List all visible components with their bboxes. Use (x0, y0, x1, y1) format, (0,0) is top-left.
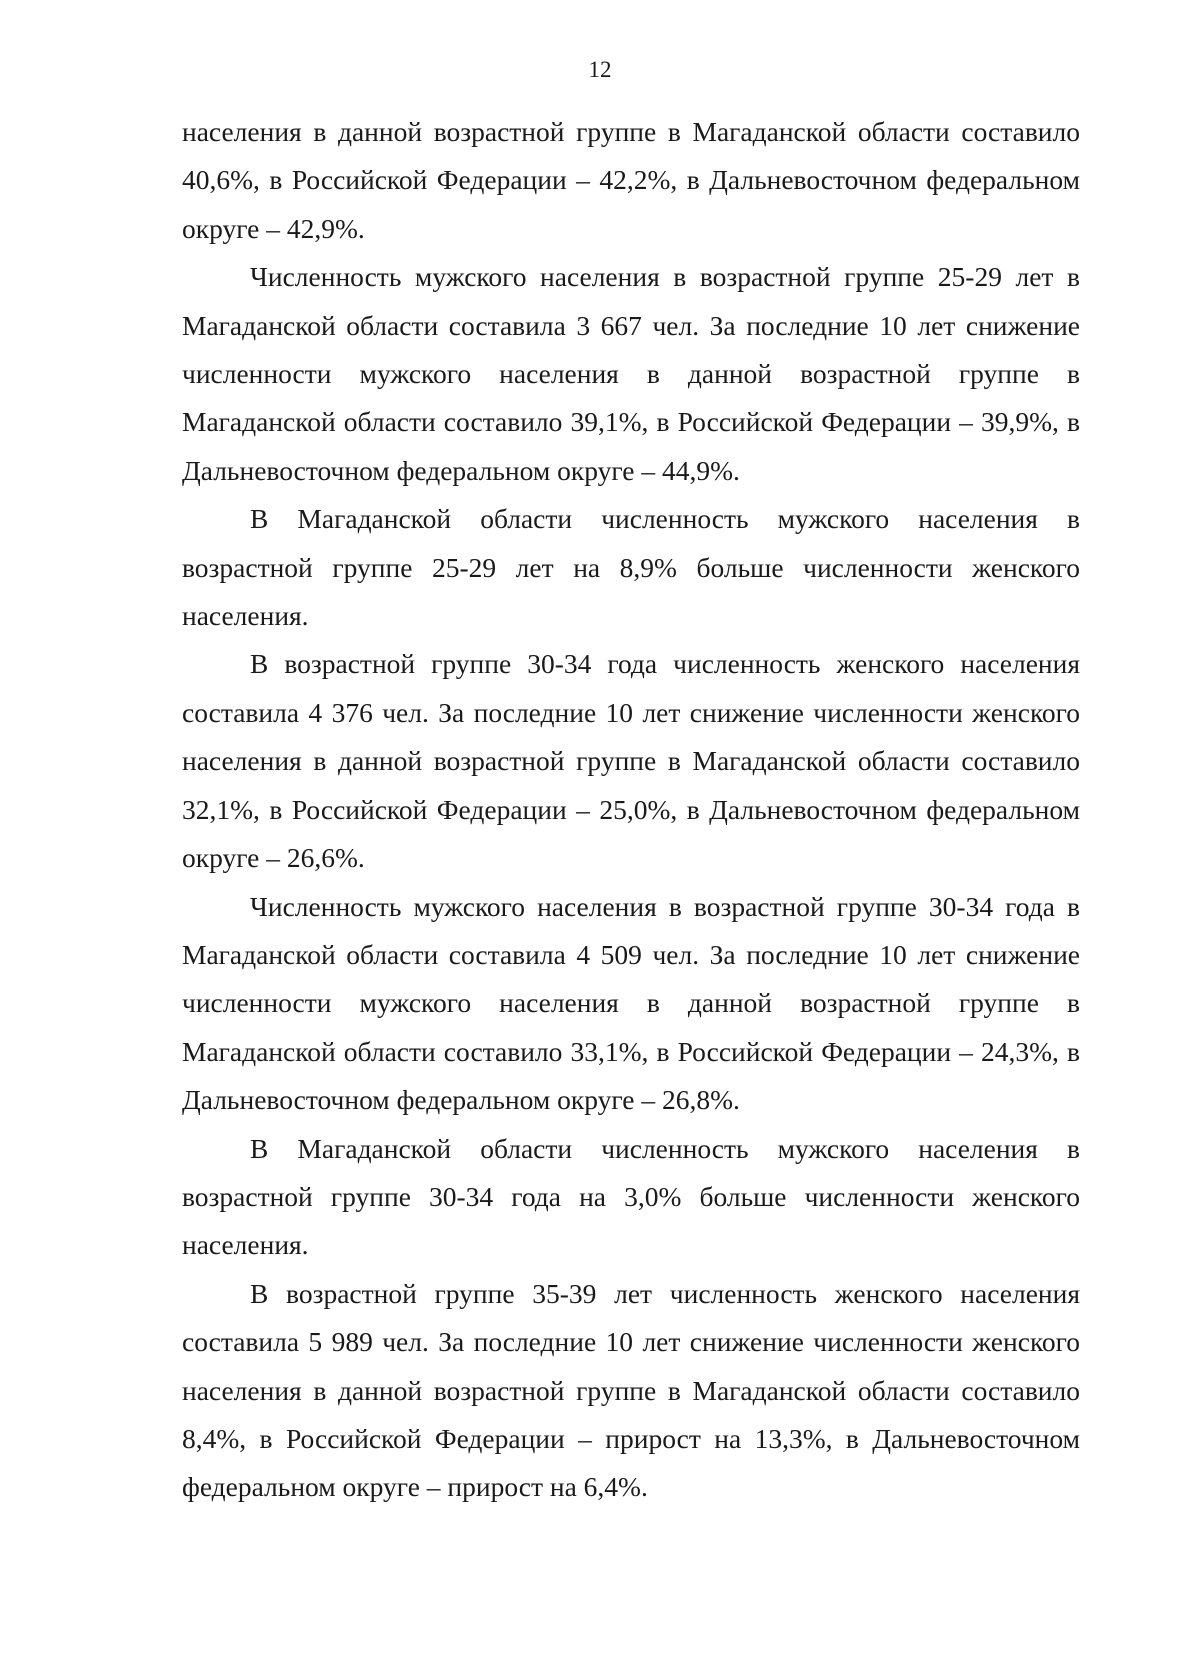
paragraph-comparison-25-29: В Магаданской области численность мужского населения в возрастной группе 25-29 лет на 8,9% больше численности женского населения. (182, 503, 1080, 632)
paragraph-continuation: населения в данной возрастной группе в Магаданской области составило 40,6%, в Российской Федерации – 42,2%, в Дальневосточном федеральном округе – 42,9%. (182, 116, 1080, 244)
page-number: 12 (588, 57, 612, 82)
paragraph-female-35-39: В возрастной группе 35-39 лет численность женского населения составила 5 989 чел. За последние 10 лет снижение численности женского населения в данной возрастной группе в Магаданской области составило 8,4%, в Российской Федерации – прирост на 13,3%, в Дальневосточном федеральном округе – прирост на 6,4%. (182, 1277, 1080, 1503)
paragraph-male-25-29: Численность мужского населения в возрастной группе 25-29 лет в Магаданской области составила 3 667 чел. За последние 10 лет снижение численности мужского населения в данной возрастной группе в Магаданской области составило 39,1%, в Российской Федерации – 39,9%, в Дальневосточном федеральном округе – 44,9%. (182, 261, 1080, 486)
paragraph-male-30-34: Численность мужского населения в возрастной группе 30-34 года в Магаданской области составила 4 509 чел. За последние 10 лет снижение численности мужского населения в данной возрастной группе в Магаданской области составило 33,1%, в Российской Федерации – 24,3%, в Дальневосточном федеральном округе – 26,8%. (182, 890, 1080, 1116)
body-text (182, 108, 1080, 1512)
paragraph-female-30-34: В возрастной группе 30-34 года численность женского населения составила 4 376 чел. За последние 10 лет снижение численности женского населения в данной возрастной группе в Магаданской области составило 32,1%, в Российской Федерации – 25,0%, в Дальневосточном федеральном округе – 26,6%. (182, 648, 1080, 874)
paragraph-comparison-30-34: В Магаданской области численность мужского населения в возрастной группе 30-34 года на 3,0% больше численности женского населения. (182, 1132, 1080, 1261)
